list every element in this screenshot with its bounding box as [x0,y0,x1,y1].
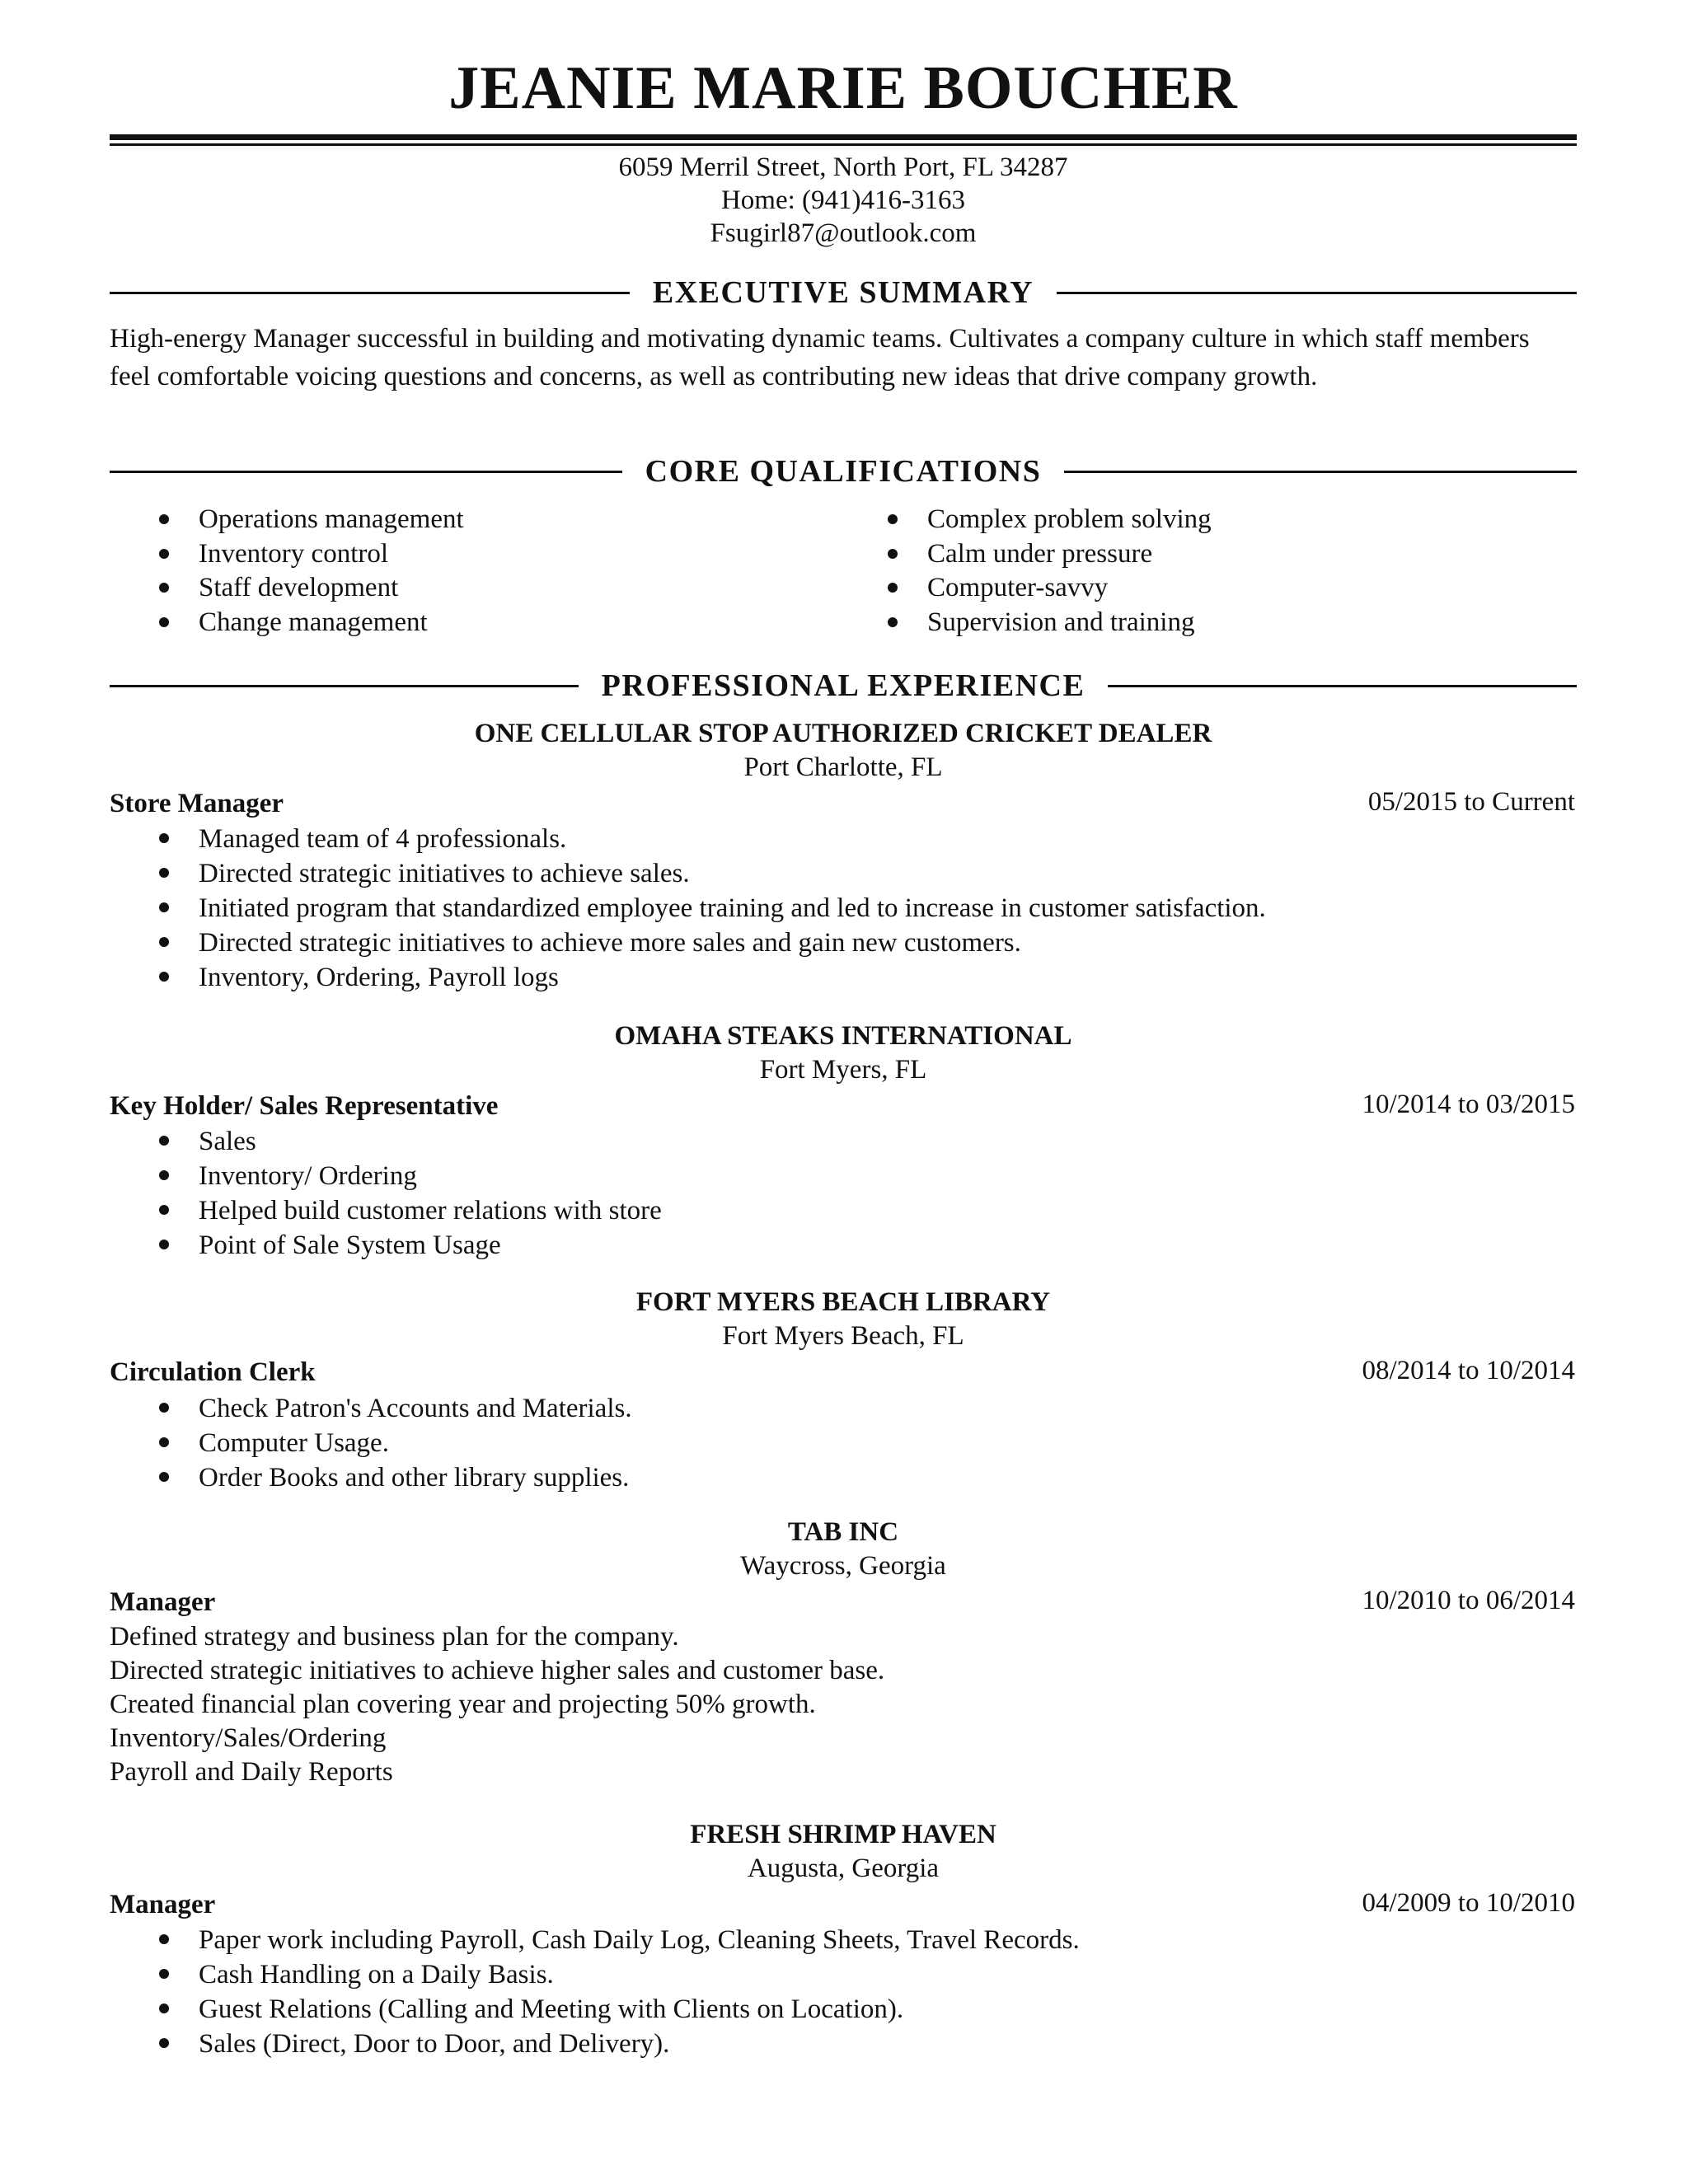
contact-block [110,151,1577,250]
summary-heading [110,272,1577,313]
job-duties [110,1391,1577,1495]
employer-location: Port Charlotte, FL [743,752,943,782]
contact-phone: Home: (941)416-3163 [720,185,966,215]
job-title: Manager [110,1587,216,1617]
job-title: Key Holder/ Sales Representative [110,1091,499,1121]
header-rule-thin [110,143,1577,146]
job-dates: 08/2014 to 10/2014 [1362,1356,1575,1385]
contact-address: 6059 Merril Street, North Port, FL 34287 [618,152,1068,182]
heading-rule-right [1057,292,1577,294]
duty-item: Computer Usage. [110,1426,1577,1460]
employer-name: TAB INC [787,1517,899,1547]
job-title: Manager [110,1890,216,1919]
summary-title: EXECUTIVE SUMMARY [652,275,1034,310]
duty-item: Inventory/ Ordering [110,1159,1577,1193]
heading-rule-right [1064,471,1577,473]
summary-text: High-energy Manager successful in building and motivating dynamic teams. Cultivates a company culture in which staff members feel comfortable voicing questions and concerns, as well as contributing new ideas that drive company growth. [110,324,1530,391]
employer-name: FORT MYERS BEACH LIBRARY [635,1287,1051,1317]
employer-location: Fort Myers Beach, FL [722,1321,964,1351]
contact-email: Fsugirl87@outlook.com [710,218,977,248]
duty-line: Created financial plan covering year and projecting 50% growth. [110,1690,816,1719]
duty-item: Helped build customer relations with store [110,1193,1577,1228]
duty-item: Initiated program that standardized employee training and led to increase in customer satisfaction. [110,891,1577,926]
duty-item: Directed strategic initiatives to achieve sales. [110,856,1577,891]
qualification-item: Complex problem solving [838,503,1577,537]
header-rule-thick [110,134,1577,140]
duty-item: Managed team of 4 professionals. [110,822,1577,856]
duty-item: Sales [110,1124,1577,1159]
job-duties [110,1923,1577,2061]
employer-name: OMAHA STEAKS INTERNATIONAL [614,1021,1072,1051]
duty-item: Inventory, Ordering, Payroll logs [110,960,1577,995]
heading-rule-left [110,292,630,294]
job-dates: 10/2010 to 06/2014 [1362,1586,1575,1615]
qualifications-left-list [110,503,835,640]
employer-location: Augusta, Georgia [747,1854,940,1883]
duty-item: Cash Handling on a Daily Basis. [110,1957,1577,1992]
job-duties [110,822,1577,995]
duty-line: Inventory/Sales/Ordering [110,1723,387,1753]
employer-name: FRESH SHRIMP HAVEN [690,1820,996,1849]
employer-name: ONE CELLULAR STOP AUTHORIZED CRICKET DEALER [474,719,1212,748]
qualification-item: Operations management [110,503,835,537]
duty-item: Order Books and other library supplies. [110,1460,1577,1495]
qualification-item: Computer-savvy [838,571,1577,606]
duty-item: Sales (Direct, Door to Door, and Delivery). [110,2027,1577,2061]
heading-rule-left [110,685,579,687]
heading-rule-left [110,471,622,473]
candidate-name: JEANIE MARIE BOUCHER [448,54,1238,122]
job-title: Store Manager [110,789,284,818]
duty-line: Defined strategy and business plan for the company. [110,1622,679,1652]
job-dates: 10/2014 to 03/2015 [1362,1090,1575,1119]
qualifications-heading [110,451,1577,492]
qualification-item: Inventory control [110,537,835,572]
duty-item: Paper work including Payroll, Cash Daily Log, Cleaning Sheets, Travel Records. [110,1923,1577,1957]
job-duties [110,1124,1577,1263]
experience-title: PROFESSIONAL EXPERIENCE [601,668,1085,703]
qualifications-title: CORE QUALIFICATIONS [645,454,1042,489]
employer-location: Fort Myers, FL [759,1055,927,1085]
employer-location: Waycross, Georgia [740,1551,946,1581]
job-dates: 04/2009 to 10/2010 [1362,1888,1575,1918]
qualification-item: Calm under pressure [838,537,1577,572]
duty-line: Directed strategic initiatives to achieve higher sales and customer base. [110,1656,885,1685]
duty-item: Check Patron's Accounts and Materials. [110,1391,1577,1426]
qualification-item: Staff development [110,571,835,606]
heading-rule-right [1108,685,1577,687]
duty-line: Payroll and Daily Reports [110,1757,393,1787]
qualification-item: Supervision and training [838,606,1577,640]
job-title: Circulation Clerk [110,1357,316,1387]
job-dates: 05/2015 to Current [1367,787,1575,817]
qualifications-right-list [838,503,1577,640]
duty-item: Directed strategic initiatives to achieve more sales and gain new customers. [110,926,1577,960]
job-duties [110,1620,1577,1789]
duty-item: Point of Sale System Usage [110,1228,1577,1263]
qualification-item: Change management [110,606,835,640]
duty-item: Guest Relations (Calling and Meeting with Clients on Location). [110,1992,1577,2027]
experience-heading [110,665,1577,706]
